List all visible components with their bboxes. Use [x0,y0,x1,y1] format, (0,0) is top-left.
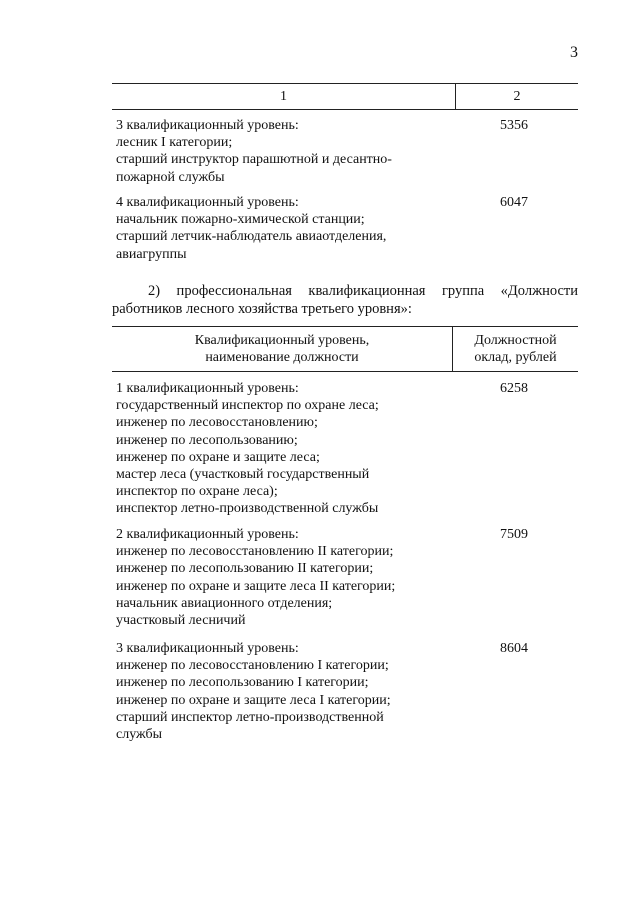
table-2-top-rule [112,326,578,327]
table-2-row-3-name [116,640,448,743]
table-1-row-1-salary: 5356 [500,118,528,133]
qualification-level: 3 квалификационный уровень: [116,118,299,133]
position-name: инженер по лесопользованию I категории; [116,675,369,691]
position-name: начальник пожарно-химической станции; [116,212,365,228]
table-1-row-2-salary: 6047 [500,195,528,210]
qualification-level: 4 квалификационный уровень: [116,195,299,210]
position-name: инженер по охране и защите леса II категории; [116,578,396,594]
table-2-row-2-name [116,526,448,629]
qualification-level: 2 квалификационный уровень: [116,527,299,542]
position-name: службы [116,727,163,743]
table-2-header-col2: Должностной оклад, рублей [474,333,557,366]
position-name: старший инспектор летно-производственной [116,709,384,725]
position-name: начальник авиационного отделения; [116,595,333,611]
table-1-row-1-name [116,117,454,186]
position-name: мастер леса (участковый государственный [116,467,370,483]
qualification-level: 3 квалификационный уровень: [116,641,299,656]
table-1-top-rule [112,83,578,84]
table-1-header-rule [112,109,578,110]
position-name: инженер по лесопользованию II категории; [116,561,374,577]
position-name: инспектор по охране леса); [116,484,278,500]
position-name: инженер по лесовосстановлению I категории; [116,658,389,674]
position-name: инженер по охране и защите леса; [116,449,320,465]
position-name: лесник I категории; [116,135,233,151]
position-name: старший инструктор парашютной и десантно- [116,152,392,168]
table-2-row-3-salary: 8604 [500,641,528,656]
position-name: инженер по лесовосстановлению II категории; [116,544,394,560]
position-name: инженер по лесовосстановлению; [116,415,318,431]
position-name: государственный инспектор по охране леса; [116,398,379,414]
section-paragraph [112,282,578,318]
position-name: инспектор летно-производственной службы [116,501,379,517]
page-number: 3 [570,44,578,61]
position-name: инженер по охране и защите леса I категории; [116,692,391,708]
table-1-row-2-name [116,194,454,263]
qualification-level: 1 квалификационный уровень: [116,381,299,396]
table-1-header-col2: 2 [513,89,521,104]
paragraph-text: 2) профессиональная квалификационная группа «Должности работников лесного хозяйства третьего уровня»: [112,283,578,317]
table-2-header-rule [112,371,578,372]
table-2-row-1-salary: 6258 [500,381,528,396]
table-2-header-col1: Квалификационный уровень, наименование должности [194,333,370,366]
position-name: старший летчик-наблюдатель авиаотделения, [116,229,387,245]
position-name: инженер по лесопользованию; [116,432,298,448]
table-1-header-col1: 1 [280,89,287,104]
position-name: участковый лесничий [116,613,246,629]
table-2-row-1-name [116,380,448,518]
position-name: авиагруппы [116,246,187,262]
position-name: пожарной службы [116,169,225,185]
table-2-row-2-salary: 7509 [500,527,528,542]
